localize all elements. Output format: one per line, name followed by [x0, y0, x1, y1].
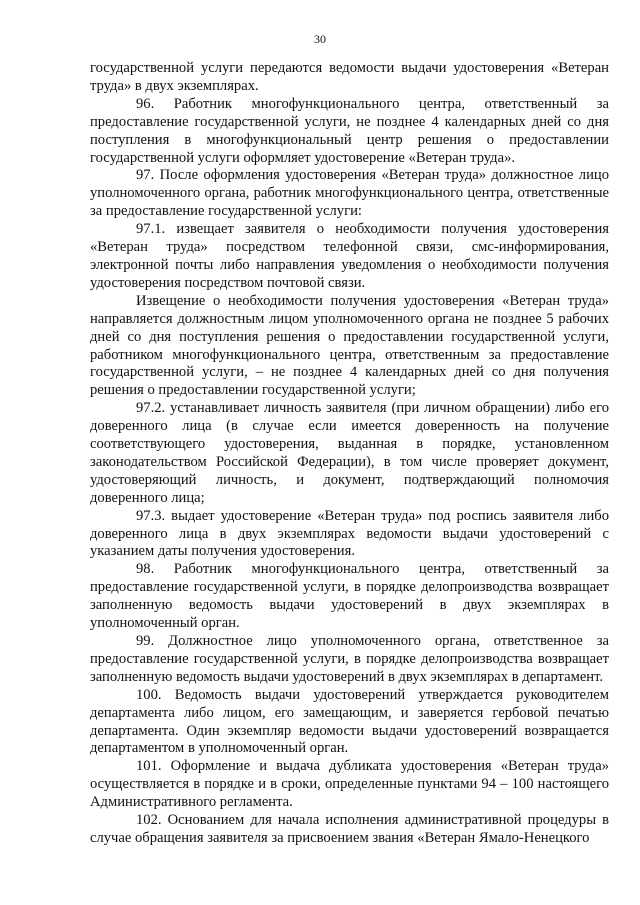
paragraph: 97.3. выдает удостоверение «Ветеран труда» под роспись заявителя либо доверенного лица в двух экземплярах ведомости выдачи удостоверений с указанием даты получения удостоверения. [90, 507, 609, 560]
paragraph: 99. Должностное лицо уполномоченного органа, ответственное за предоставление государственной услуги, в порядке делопроизводства возвращает заполненную ведомость выдачи удостоверений в двух экземплярах в департамент. [90, 633, 609, 685]
paragraph: 98. Работник многофункционального центра, ответственный за предоставление государственной услуги, в порядке делопроизводства возвращает заполненную ведомость выдачи удостоверений в двух экземплярах в уполномоченный орган. [90, 561, 609, 632]
paragraph: 102. Основанием для начала исполнения административной процедуры в случае обращения заявителя за присвоением звания «Ветеран Ямало-Ненецкого [90, 812, 609, 846]
paragraph: 100. Ведомость выдачи удостоверений утверждается руководителем департамента либо лицом, его замещающим, и заверяется гербовой печатью департамента. Один экземпляр ведомости выдачи удостоверений возвращается департаментом в уполномоченный орган. [90, 686, 609, 757]
paragraph: Извещение о необходимости получения удостоверения «Ветеран труда» направляется должностным лицом уполномоченного органа не позднее 5 рабочих дней со дня поступления решения о предоставлении государственной услуги, работником многофункционального центра, ответственным за предоставление государственной услуги, – не позднее 4 календарных дней со дня получения решения о предоставлении государственной услуги; [90, 292, 609, 399]
paragraph: 97.1. извещает заявителя о необходимости получения удостоверения «Ветеран труда» посредством телефонной связи, смс-информирования, электронной почты либо направления уведомления о необходимости получения удостоверения посредством почтовой связи. [90, 221, 609, 291]
paragraph: 101. Оформление и выдача дубликата удостоверения «Ветеран труда» осуществляется в порядке и в сроки, определенные пунктами 94 – 100 настоящего Административного регламента. [90, 758, 609, 811]
document-body [90, 60, 609, 848]
paragraph: государственной услуги передаются ведомости выдачи удостоверения «Ветеран труда» в двух экземплярах. [90, 60, 609, 94]
paragraph: 97.2. устанавливает личность заявителя (при личном обращении) либо его доверенного лица (в случае если имеется доверенность на получение соответствующего удостоверения, выданная в порядке, установленном законодательством Российской Федерации), в том числе проверяет документ, удостоверяющий личность, и документ, подтверждающий полномочия доверенного лица; [90, 400, 609, 506]
paragraph: 96. Работник многофункционального центра, ответственный за предоставление государственной услуги, не позднее 4 календарных дней со дня поступления в многофункциональный центр решения о предоставлении государственной услуги оформляет удостоверение «Ветеран труда». [90, 95, 609, 166]
page-number: 30 [314, 32, 326, 46]
paragraph: 97. После оформления удостоверения «Ветеран труда» должностное лицо уполномоченного органа, работник многофункционального центра, ответственные за предоставление государственной услуги: [90, 167, 609, 220]
